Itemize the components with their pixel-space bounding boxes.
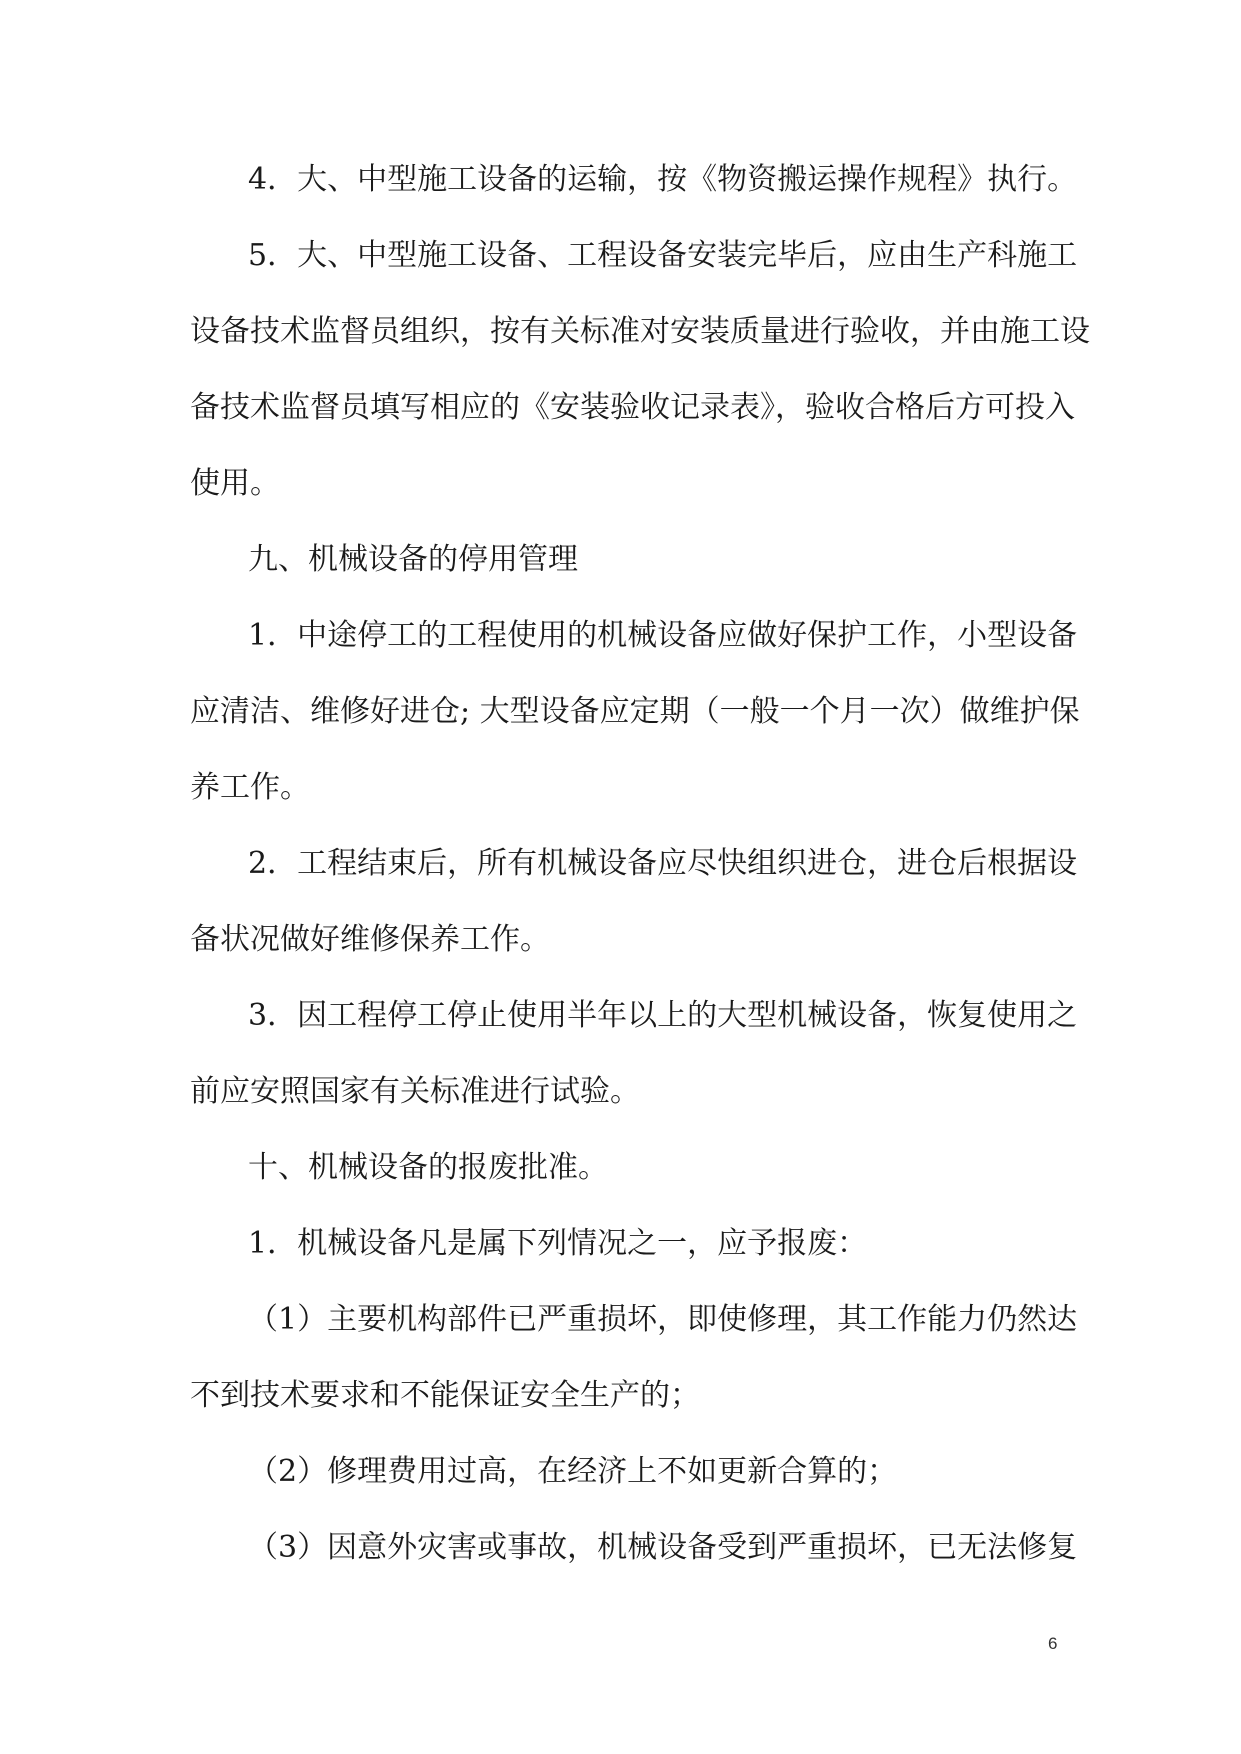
- section-heading: 十、机械设备的报废批准。: [248, 1150, 608, 1185]
- paragraph-line: 前应安照国家有关标准进行试验。: [190, 1074, 640, 1109]
- section-heading: 九、机械设备的停用管理: [248, 542, 578, 577]
- list-item-line: （1）主要机构部件已严重损坏，即使修理，其工作能力仍然达: [248, 1302, 1078, 1337]
- list-item-line: 不到技术要求和不能保证安全生产的；: [190, 1378, 700, 1413]
- paragraph-line: 4．大、中型施工设备的运输，按《物资搬运操作规程》执行。: [248, 162, 1078, 197]
- document-body: [190, 142, 1090, 1586]
- list-item-line: （3）因意外灾害或事故，机械设备受到严重损坏，已无法修复: [248, 1530, 1078, 1565]
- list-item-line: （2）修理费用过高，在经济上不如更新合算的；: [248, 1454, 898, 1489]
- paragraph-line: 养工作。: [190, 770, 310, 805]
- paragraph-line: 备技术监督员填写相应的《安装验收记录表》，验收合格后方可投入: [190, 390, 1075, 425]
- paragraph-line: 2．工程结束后，所有机械设备应尽快组织进仓，进仓后根据设: [248, 846, 1078, 881]
- paragraph-line: 1．机械设备凡是属下列情况之一，应予报废：: [248, 1226, 868, 1261]
- paragraph-line: 备状况做好维修保养工作。: [190, 922, 550, 957]
- paragraph-line: 3．因工程停工停止使用半年以上的大型机械设备，恢复使用之: [248, 998, 1078, 1033]
- paragraph-line: 使用。: [190, 466, 280, 501]
- paragraph-line: 1．中途停工的工程使用的机械设备应做好保护工作，小型设备: [248, 618, 1078, 653]
- paragraph-line: 设备技术监督员组织，按有关标准对安装质量进行验收，并由施工设: [190, 314, 1090, 349]
- paragraph-line: 5．大、中型施工设备、工程设备安装完毕后，应由生产科施工: [248, 238, 1078, 273]
- page-number: 6: [1048, 1634, 1058, 1653]
- paragraph-line: 应清洁、维修好进仓; 大型设备应定期（一般一个月一次）做维护保: [190, 694, 1080, 729]
